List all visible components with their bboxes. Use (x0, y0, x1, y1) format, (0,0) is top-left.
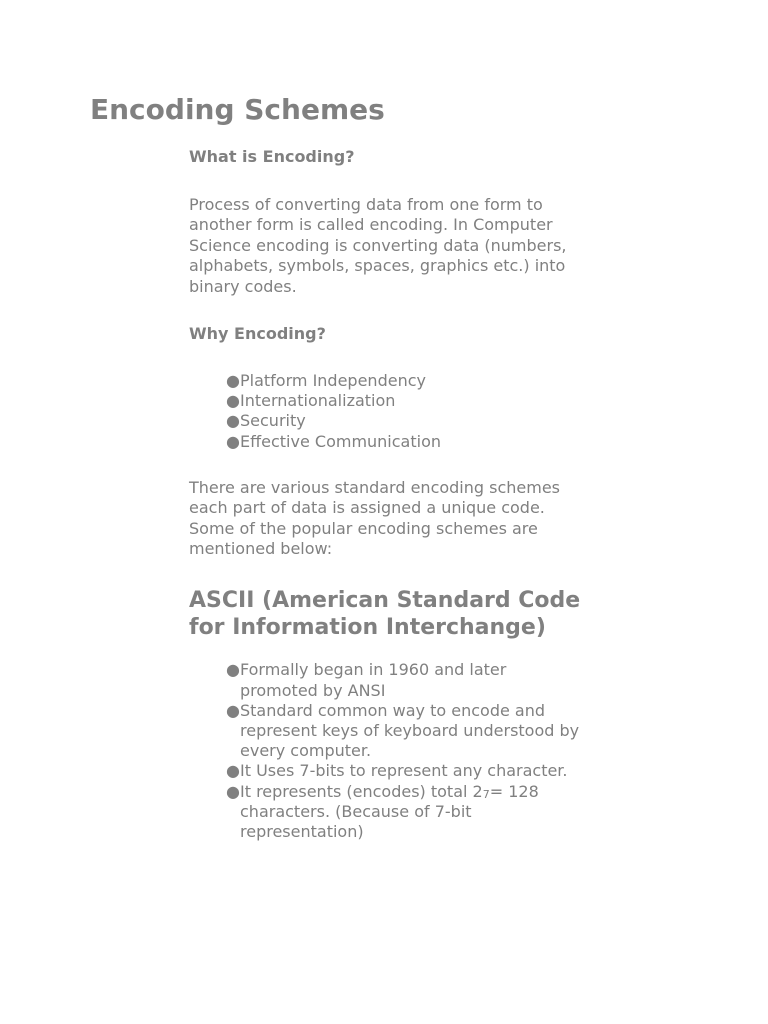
bullet-icon: ● (226, 431, 240, 451)
ascii-list (189, 660, 581, 842)
list-item (226, 701, 581, 762)
list-item-text: Security (240, 411, 306, 431)
ascii-heading: ASCII (American Standard Code for Information Interchange) (189, 588, 581, 641)
list-item-text: Formally began in 1960 and later promoted by ANSI (240, 660, 507, 700)
list-item-text: Standard common way to encode and represent keys of keyboard understood by every computer. (240, 700, 580, 761)
list-item (226, 660, 581, 700)
bullet-icon: ● (226, 761, 240, 781)
why-encoding-list (189, 371, 581, 452)
page-title: Encoding Schemes (90, 93, 385, 126)
list-item-text: It Uses 7-bits to represent any character. (240, 761, 568, 781)
bullet-icon: ● (226, 391, 240, 411)
list-item-text-suffix: = 128 characters. (Because of 7-bit representation) (240, 781, 539, 842)
what-is-encoding-paragraph: Process of converting data from one form to another form is called encoding. In Computer Science encoding is converting data (numbers, alphabets, symbols, spaces, graphics etc.) into binary codes. (189, 195, 567, 296)
list-item-text: Internationalization (240, 391, 396, 411)
list-item (226, 761, 581, 781)
document-body (189, 146, 581, 842)
list-item (226, 391, 581, 411)
bullet-icon: ● (226, 781, 240, 801)
why-encoding-heading: Why Encoding? (189, 324, 326, 344)
encoding-schemes-intro-paragraph: There are various standard encoding schemes each part of data is assigned a unique code. Some of the popular encoding schemes are mentioned below: (189, 477, 561, 559)
list-item (226, 371, 581, 391)
bullet-icon: ● (226, 411, 240, 431)
bullet-icon: ● (226, 700, 240, 720)
bullet-icon: ● (226, 371, 240, 391)
bullet-icon: ● (226, 660, 240, 680)
list-item (226, 432, 581, 452)
list-item (226, 782, 581, 843)
list-item-text: Effective Communication (240, 431, 441, 451)
list-item-text: Platform Independency (240, 371, 426, 391)
exponent-text: 7 (482, 787, 490, 801)
list-item-text-prefix: It represents (encodes) total 2 (240, 781, 483, 801)
list-item (226, 411, 581, 431)
what-is-encoding-heading: What is Encoding? (189, 147, 355, 166)
